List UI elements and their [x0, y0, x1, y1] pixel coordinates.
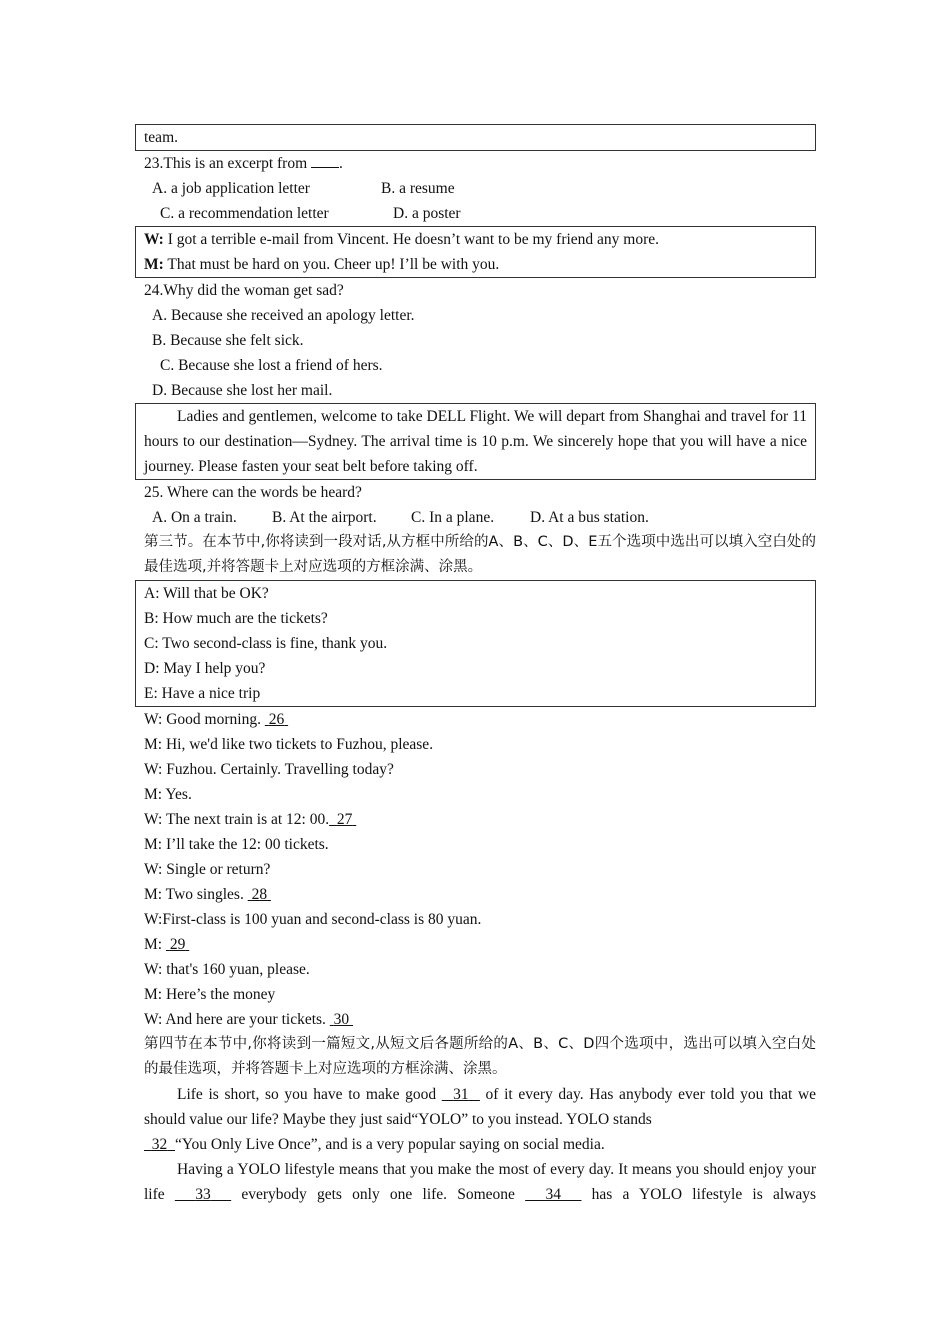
blank-32[interactable] — [144, 1136, 175, 1153]
section-3-instruction: 第三节。在本节中,你将读到一段对话,从方框中所给的A、B、C、D、E五个选项中选出可以填入空白处的最佳选项,并将答题卡上对应选项的方框涂满、涂黑。 — [144, 534, 816, 575]
box-option-d: D: May I help you? — [144, 660, 266, 677]
dialog-line-w — [144, 227, 807, 252]
option-a[interactable]: A. On a train. — [152, 509, 237, 526]
section-4-instruction: 第四节在本节中,你将读到一篇短文,从短文后各题所给的A、B、C、D四个选项中，选出可以填入空白处的最佳选项，并将答题卡上对应选项的方框涂满、涂黑。 — [144, 1036, 816, 1077]
passage-paragraph-1 — [135, 1082, 816, 1157]
option-d[interactable]: D. At a bus station. — [530, 509, 649, 526]
box-option-b: B: How much are the tickets? — [144, 610, 328, 627]
blank-34[interactable] — [525, 1186, 581, 1203]
question-23-stem-end: . — [339, 155, 343, 172]
dialog-text: That must be hard on you. Cheer up! I’ll be with you. — [167, 256, 500, 273]
dialogue-line — [135, 882, 816, 907]
blank-33[interactable] — [175, 1186, 231, 1203]
speaker-label: W: — [144, 231, 164, 248]
dialogue-line — [135, 707, 816, 732]
dialog-line-m — [144, 252, 807, 277]
dialogue-line: M: Here’s the money — [144, 986, 276, 1003]
blank-29[interactable] — [166, 936, 189, 953]
passage-text: everybody gets only one life. Someone — [241, 1186, 515, 1203]
option-c[interactable]: C. In a plane. — [411, 509, 495, 526]
box-text: team. — [144, 129, 178, 146]
dialogue-line — [135, 1007, 816, 1032]
option-b[interactable]: B. Because she felt sick. — [152, 332, 304, 349]
blank-30[interactable] — [330, 1011, 353, 1028]
blank-number: 26 — [268, 711, 285, 728]
blank-26[interactable] — [265, 711, 288, 728]
box-option-c: C: Two second-class is fine, thank you. — [144, 635, 388, 652]
dialogue-line: W: that's 160 yuan, please. — [144, 961, 310, 978]
dialogue-text: W: And here are your tickets. — [144, 1011, 326, 1028]
option-b[interactable]: B. a resume — [381, 180, 455, 197]
question-25-options — [135, 505, 816, 530]
question-25-stem: 25. Where can the words be heard? — [144, 484, 362, 501]
blank-number: 32 — [151, 1136, 168, 1153]
dialogue-text: M: Two singles. — [144, 886, 244, 903]
blank-number: 28 — [251, 886, 268, 903]
blank-28[interactable] — [248, 886, 271, 903]
blank-number: 30 — [333, 1011, 350, 1028]
question-23-options-cd — [135, 201, 816, 226]
options-box — [135, 580, 816, 707]
blank-27[interactable] — [329, 811, 356, 828]
option-a[interactable]: A. a job application letter — [152, 180, 310, 197]
passage-paragraph-2 — [135, 1157, 816, 1207]
box-option-e: E: Have a nice trip — [144, 685, 261, 702]
announcement-text: Ladies and gentlemen, welcome to take DELL Flight. We will depart from Shanghai and travel for 11 hours to our destination—Sydney. The arrival time is 10 p.m. We sincerely hope that you will have a nice journey. Please fasten your seat belt before taking off. — [144, 408, 807, 475]
option-b[interactable]: B. At the airport. — [272, 509, 377, 526]
option-c[interactable]: C. Because she lost a friend of hers. — [160, 357, 383, 374]
blank-number: 33 — [195, 1186, 211, 1203]
question-23-options-ab — [135, 176, 816, 201]
dialogue-text: W: Good morning. — [144, 711, 261, 728]
blank-number: 34 — [545, 1186, 562, 1203]
option-d[interactable]: D. Because she lost her mail. — [152, 382, 333, 399]
passage-text: “You Only Live Once”, and is a very popular saying on social media. — [175, 1136, 605, 1153]
question-24-stem: 24.Why did the woman get sad? — [144, 282, 344, 299]
dialogue-line: W: Single or return? — [144, 861, 271, 878]
page-content — [135, 124, 816, 1207]
option-c[interactable]: C. a recommendation letter — [160, 205, 329, 222]
question-23 — [135, 151, 816, 176]
speaker-label: M: — [144, 256, 164, 273]
passage-text: Life is short, so you have to make good — [177, 1086, 437, 1103]
dialog-box-24 — [135, 226, 816, 278]
dialogue-line: M: Hi, we'd like two tickets to Fuzhou, please. — [144, 736, 434, 753]
blank-31[interactable] — [442, 1086, 480, 1103]
dialogue-line — [135, 807, 816, 832]
announcement-box — [135, 403, 816, 480]
box-option-a: A: Will that be OK? — [144, 585, 269, 602]
dialogue-line: W: Fuzhou. Certainly. Travelling today? — [144, 761, 394, 778]
dialogue-text: M: — [144, 936, 163, 953]
option-d[interactable]: D. a poster — [393, 205, 461, 222]
blank-number: 31 — [453, 1086, 469, 1103]
dialogue-line: M: Yes. — [144, 786, 192, 803]
passage-text: has a YOLO lifestyle is always — [591, 1186, 816, 1203]
dialog-text: I got a terrible e-mail from Vincent. He doesn’t want to be my friend any more. — [167, 231, 660, 248]
dialogue-line: M: I’ll take the 12: 00 tickets. — [144, 836, 329, 853]
option-a[interactable]: A. Because she received an apology letter. — [152, 307, 415, 324]
passage-text: Having a YOLO lifestyle means that you make the most of every day. It means you should enjoy your life — [144, 1161, 816, 1203]
dialogue-text: W: The next train is at 12: 00. — [144, 811, 330, 828]
passage-box-continued — [135, 124, 816, 151]
blank-number: 29 — [169, 936, 186, 953]
dialogue-line — [135, 932, 816, 957]
answer-blank — [311, 152, 339, 168]
dialogue-line: W:First-class is 100 yuan and second-class is 80 yuan. — [144, 911, 482, 928]
passage-text: of it every day. Has anybody ever told you that we should value our life? Maybe they just said“YOLO” to you instead. YOLO stands — [144, 1086, 817, 1128]
blank-number: 27 — [336, 811, 353, 828]
question-23-stem: 23.This is an excerpt from — [144, 155, 308, 172]
